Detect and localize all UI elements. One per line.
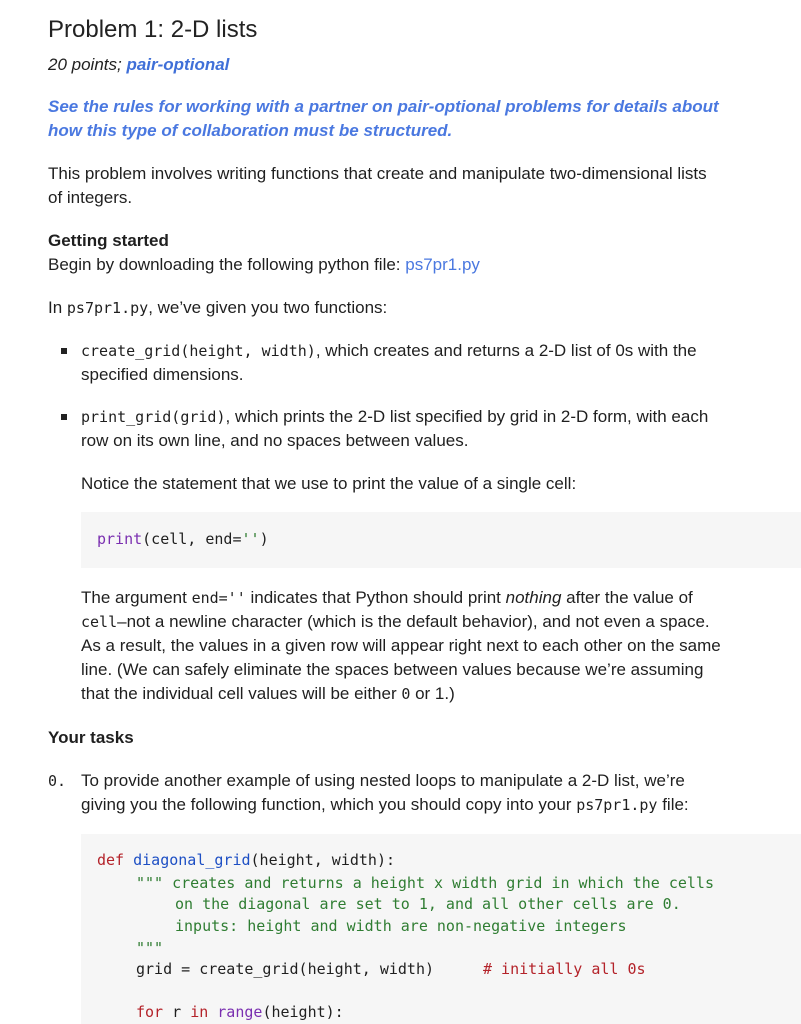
- task-0-label: 0.: [48, 772, 67, 790]
- bullet-1-text: , which creates and returns a 2-D list of 0s with the: [315, 341, 697, 360]
- bullet-item-print-grid: [81, 405, 708, 453]
- code-docstring-line-3: inputs: height and width are non-negative integers: [175, 917, 627, 935]
- assign-statement: grid = create_grid(height, width): [136, 960, 435, 978]
- given-file-code: ps7pr1.py: [66, 299, 149, 317]
- code-line-assign: [136, 960, 434, 978]
- given-pre: In: [48, 298, 67, 317]
- points-text: 20 points;: [48, 55, 127, 74]
- given-functions-line: [48, 296, 387, 320]
- bullet-marker: [61, 414, 67, 420]
- arg-l5-mid: or 1.): [410, 684, 455, 703]
- code-line-for: [136, 1003, 344, 1021]
- download-line: [48, 253, 480, 277]
- getting-started-heading: Getting started: [48, 231, 169, 250]
- intro-paragraph: [48, 162, 707, 210]
- bullet-marker: [61, 348, 67, 354]
- range-builtin: range: [217, 1003, 263, 1021]
- arg-emphasis: nothing: [505, 588, 562, 607]
- bullet-2-text: , which prints the 2-D list specified by grid in 2-D form, with each: [225, 407, 709, 426]
- task-0-line-2-post: file:: [657, 795, 689, 814]
- note-line-2: how this type of collaboration must be structured.: [48, 121, 453, 140]
- code-docstring-line-2: on the diagonal are set to 1, and all other cells are 0.: [175, 895, 681, 913]
- code-comment: # initially all 0s: [483, 960, 646, 978]
- arg-line-3: As a result, the values in a given row will appear right next to each other on the same: [81, 636, 721, 655]
- bullet-item-create-grid: [81, 339, 697, 387]
- pair-optional-link[interactable]: pair-optional: [126, 55, 230, 74]
- intro-line-2: of integers.: [48, 188, 133, 207]
- download-text: Begin by downloading the following python file:: [48, 255, 406, 274]
- print-code-line: [97, 530, 269, 548]
- ps7pr1-file-link[interactable]: ps7pr1.py: [405, 255, 480, 274]
- end-arg-code: end='': [191, 589, 246, 607]
- print-builtin: print: [97, 530, 143, 548]
- page-title: Problem 1: 2-D lists: [48, 16, 258, 43]
- your-tasks-heading: Your tasks: [48, 728, 134, 747]
- code-line-def: [97, 851, 395, 869]
- for-keyword: for: [136, 1003, 164, 1021]
- task-0-file-code: ps7pr1.py: [576, 796, 658, 814]
- task-0-line-2-pre: giving you the following function, which you should copy into your: [81, 795, 577, 814]
- points-line: [48, 55, 229, 75]
- range-args: (height):: [262, 1003, 344, 1021]
- function-params: (height, width):: [250, 851, 396, 869]
- print-code-block: [81, 512, 801, 568]
- cell-code: cell: [81, 613, 118, 631]
- task-0-line-1: To provide another example of using nested loops to manipulate a 2-D list, we’re: [81, 771, 685, 790]
- given-post: , we’ve given you two functions:: [148, 298, 388, 317]
- arg-l5-pre: that the individual cell values will be either: [81, 684, 402, 703]
- zero-code: 0: [401, 685, 411, 703]
- bullet-2-line-2: row on its own line, and no spaces between values.: [81, 431, 469, 450]
- code-docstring-end: """: [136, 939, 164, 957]
- in-keyword: in: [190, 1003, 209, 1021]
- task-0-text: [81, 769, 689, 817]
- intro-line-1: This problem involves writing functions that create and manipulate two-dimensional lists: [48, 164, 707, 183]
- function-name: diagonal_grid: [133, 851, 251, 869]
- create-grid-code: create_grid(height, width): [81, 342, 316, 360]
- argument-paragraph: [81, 586, 721, 706]
- loop-var: r: [163, 1003, 191, 1021]
- print-empty-string: '': [241, 530, 260, 548]
- arg-l2-post: –not a newline character (which is the default behavior), and not even a space.: [117, 612, 710, 631]
- code-docstring-line-1: """ creates and returns a height x width grid in which the cells: [136, 874, 714, 892]
- bullet-1-line-2: specified dimensions.: [81, 365, 244, 384]
- note-line-1: See the rules for working with a partner on pair-optional problems for details about: [48, 97, 719, 116]
- arg-l1-pre: The argument: [81, 588, 192, 607]
- notice-text: Notice the statement that we use to print the value of a single cell:: [81, 474, 577, 493]
- task-0-number: [48, 769, 66, 793]
- print-close: ): [259, 530, 269, 548]
- arg-l1-mid: indicates that Python should print: [245, 588, 506, 607]
- def-keyword: def: [97, 851, 134, 869]
- arg-line-4: line. (We can safely eliminate the spaces between values because we’re assuming: [81, 660, 704, 679]
- arg-l1-post: after the value of: [561, 588, 693, 607]
- print-grid-code: print_grid(grid): [81, 408, 226, 426]
- partner-rules-link[interactable]: [48, 95, 719, 143]
- diagonal-grid-code-block: [81, 834, 801, 1024]
- print-args: (cell, end=: [142, 530, 242, 548]
